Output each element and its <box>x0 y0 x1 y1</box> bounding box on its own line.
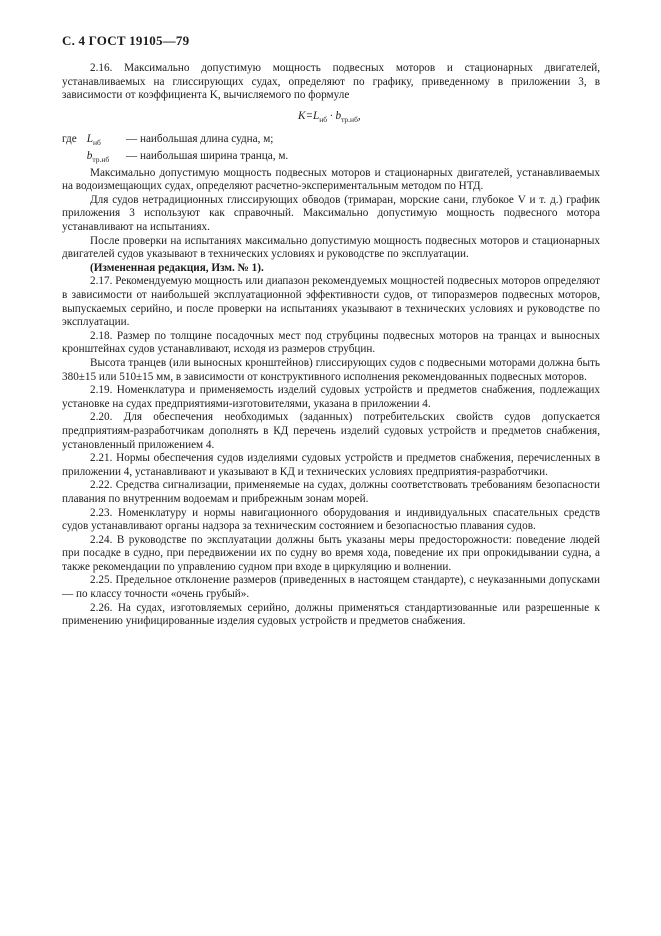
formula <box>62 109 600 127</box>
definitions-lead: где <box>62 133 77 146</box>
document-body <box>62 62 600 629</box>
paragraph-nontraditional-hulls: Для судов нетрадиционных глиссирующих обводов (тримаран, морские сани, глубокое V и т. д.) график приложения 3 используют как справочный. Максимально допустимую мощность подвесного мотора устанавливают на испытаниях. <box>62 193 600 234</box>
definition-row <box>62 133 600 150</box>
amendment-note: (Измененная редакция, Изм. № 1). <box>90 261 264 274</box>
formula-lhs: K=L <box>298 109 320 122</box>
paragraph-transom-height: Высота транцев (или выносных кронштейнов) глиссирующих судов с подвесными моторами должна быть 380±15 или 510±15 мм, в зависимости от конструктивного исполнения рекомендованных подвесных моторов. <box>62 356 600 383</box>
formula-end: , <box>357 109 361 122</box>
paragraph-2-26: 2.26. На судах, изготовляемых серийно, должны применяться стандартизованные или разрешенные к применению унифицированные изделия судовых устройств и предметов снабжения. <box>62 601 600 628</box>
definition-symbol-2: $b_{тр.нб}$ <box>86 149 110 165</box>
paragraph-after-tests: После проверки на испытаниях максимально допустимую мощность подвесных моторов и стационарных двигателей судов указывают в технических условиях и руководстве по эксплуатации. <box>62 234 600 261</box>
paragraph-2-21: 2.21. Нормы обеспечения судов изделиями судовых устройств и предметов снабжения, перечисленных в приложении 4, устанавливают и указывают в КД и технических условиях предприятия-разработчики. <box>62 452 600 478</box>
paragraph-2-25: 2.25. Предельное отклонение размеров (приведенных в настоящем стандарте), с неуказанными допусками — по классу точности «очень грубый». <box>62 574 600 601</box>
definition-text-2: — наибольшая ширина транца, м. <box>126 149 289 162</box>
paragraph-2-23: 2.23. Номенклатуру и нормы навигационного оборудования и индивидуальных спасательных средств судов устанавливают органы надзора за техническим состоянием и безопасностью плавания судов. <box>62 506 600 533</box>
definition-row <box>62 150 600 167</box>
formula-sub-1: нб <box>319 115 328 125</box>
paragraph-2-18: 2.18. Размер по толщине посадочных мест под струбцины подвесных моторов на транцах и выносных кронштейнах судов устанавливают, исходя из размеров струбцин. <box>62 329 600 356</box>
paragraph-2-19: 2.19. Номенклатура и применяемость изделий судовых устройств и предметов снабжения, подлежащих установке на судах предприятиями-изготовителями, указана в приложении 4. <box>62 384 600 410</box>
paragraph-2-20: 2.20. Для обеспечения необходимых (заданных) потребительских свойств судов допускается предприятиям-разработчикам дополнять в КД перечень изделий судовых устройств и предметов снабжения, установленный приложением 4. <box>62 411 600 451</box>
formula-sub-2: тр.нб <box>341 115 358 125</box>
paragraph-2-17: 2.17. Рекомендуемую мощность или диапазон рекомендуемых мощностей подвесных моторов определяют в зависимости от наибольшей эксплуатационной эффективности судов, от типоразмеров подвесных моторов, выпускаемых серийно, и после проверки на испытаниях указывают в технических условиях и руководстве по эксплуатации. <box>62 275 600 329</box>
formula-mid: · b <box>327 109 342 122</box>
paragraph-2-16: 2.16. Максимально допустимую мощность подвесных моторов и стационарных двигателей, устанавливаемых на глиссирующих судах, определяют по графику, приведенному в приложении 3, в зависимости от коэффициента K, вычисляемого по формуле <box>62 62 600 102</box>
paragraph-displacement-vessels: Максимально допустимую мощность подвесных моторов и стационарных двигателей, устанавливаемых на водоизмещающих судах, определяют расчетно-экспериментальным методом по НТД. <box>62 166 600 193</box>
formula-definitions <box>62 133 600 167</box>
paragraph-2-24: 2.24. В руководстве по эксплуатации должны быть указаны меры предосторожности: поведение людей при посадке в судно, при передвижении их по судну во время хода, поведение их при опрокидывании судна, а также рекомендации по управлению судном при входе в циркуляцию и волнении. <box>62 533 600 573</box>
definition-text-1: — наибольшая длина судна, м; <box>126 133 274 146</box>
page-header: С. 4 ГОСТ 19105—79 <box>62 33 190 48</box>
paragraph-2-22: 2.22. Средства сигнализации, применяемые на судах, должны соответствовать требованиям безопасности плавания по внутренним водоемам и прибрежным зонам морей. <box>62 479 600 505</box>
definition-symbol-1: $L_{нб}$ <box>86 133 101 148</box>
